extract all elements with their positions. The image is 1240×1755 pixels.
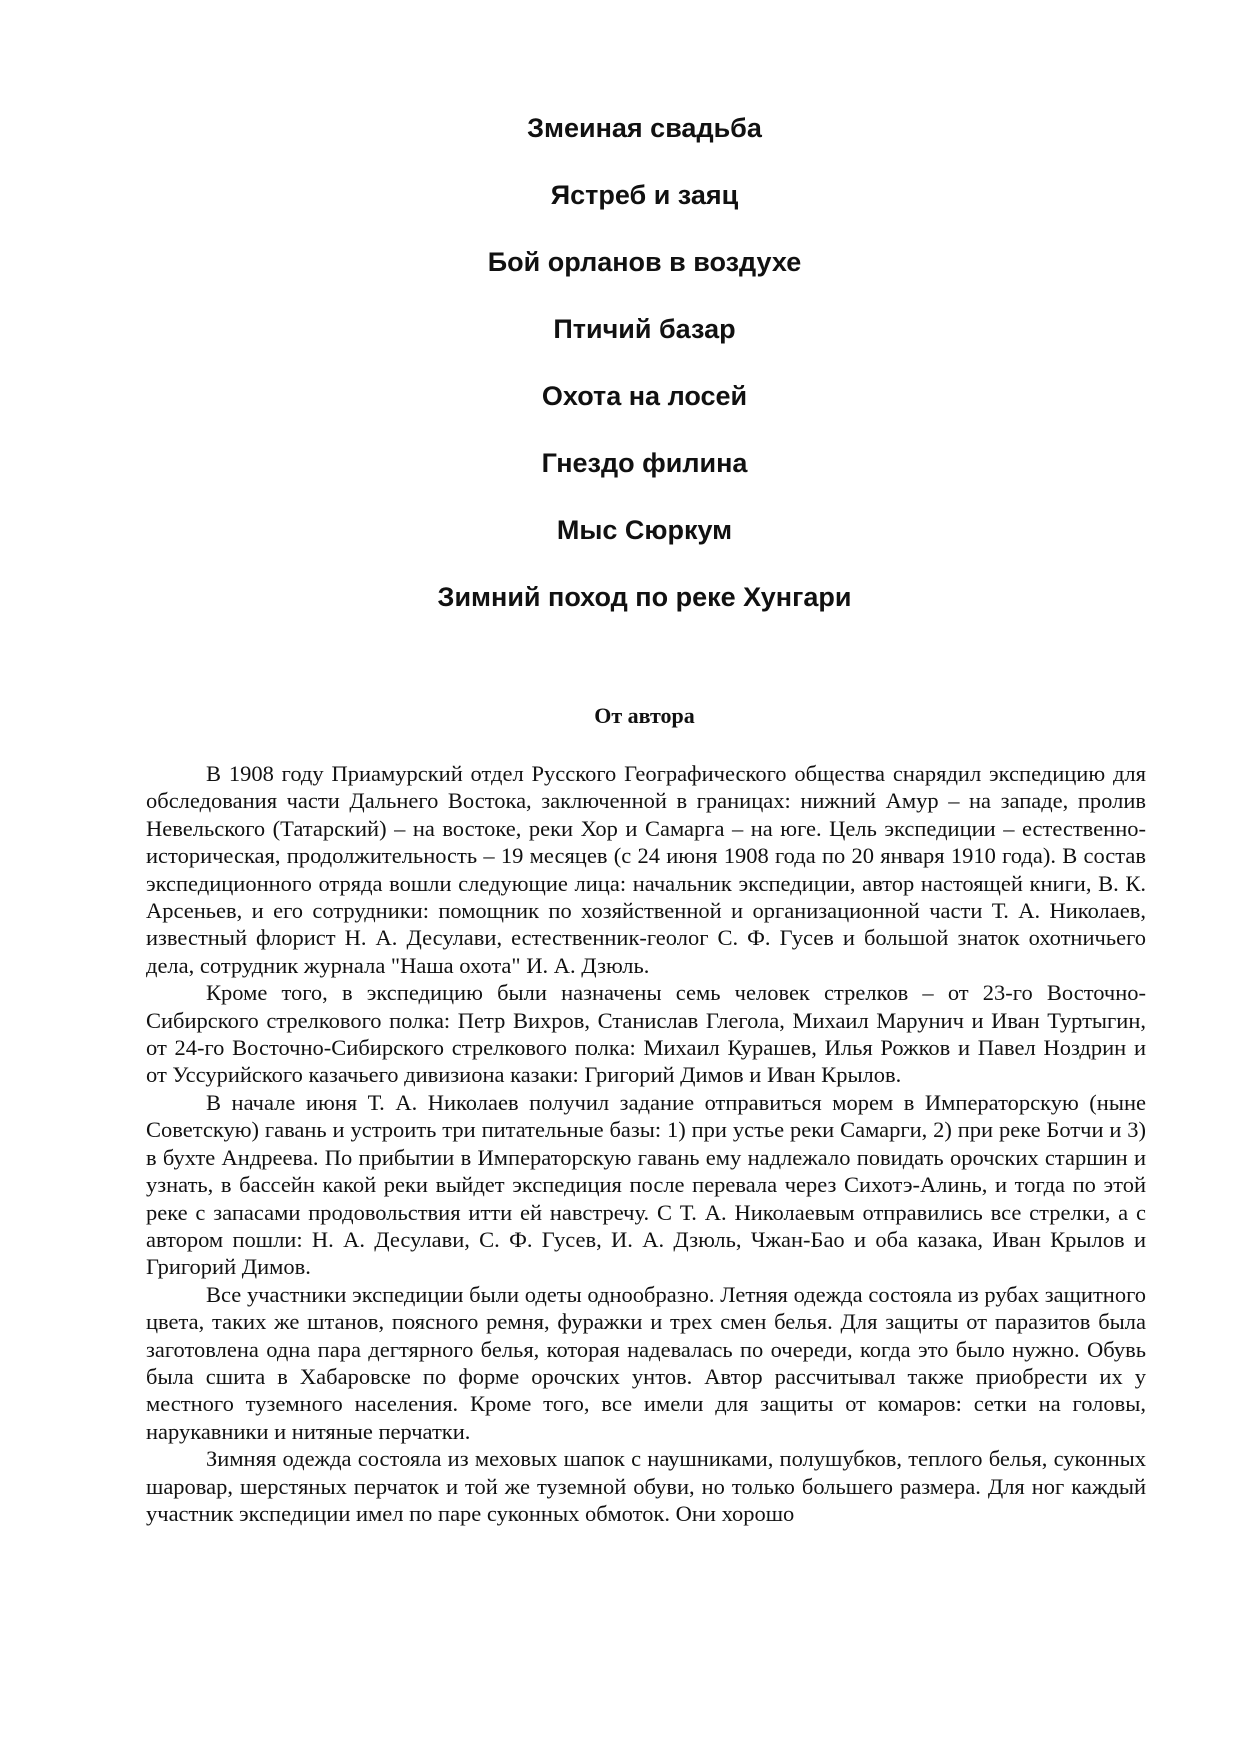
contents-list [0,112,1240,648]
paragraph: В начале июня Т. А. Николаев получил задание отправиться морем в Императорскую (ныне Советскую) гавань и устроить три питательные базы: 1) при устье реки Самарги, 2) при реке Ботчи и 3) в бухте Андреева. По прибытии в Императорскую гавань ему надлежало повидать орочских старшин и узнать, в бассейн какой реки выйдет экспедиция после перевала через Сихотэ-Алинь, и тогда по этой реке с запасами продовольствия итти ей навстречу. С Т. А. Николаевым отправились все стрелки, а с автором пошли: Н. А. Десулави, С. Ф. Гусев, И. А. Дзюль, Чжан-Бао и оба казака, Иван Крылов и Григорий Димов. [146,1089,1146,1280]
paragraph: Все участники экспедиции были одеты однообразно. Летняя одежда состояла из рубах защитного цвета, таких же штанов, поясного ремня, фуражки и трех смен белья. Для защиты от паразитов была заготовлена одна пара дегтярного белья, которая надевалась по очереди, когда это было нужно. Обувь была сшита в Хабаровске по форме орочских унтов. Автор рассчитывал также приобрести их у местного туземного населения. Кроме того, все имели для защиты от комаров: сетки на головы, нарукавники и нитяные перчатки. [146,1281,1146,1444]
contents-item: Мыс Сюркум [556,515,733,545]
paragraph: В 1908 году Приамурский отдел Русского Географического общества снарядил экспедицию для обследования части Дальнего Востока, заключенной в границах: нижний Амур – на западе, пролив Невельского (Татарский) – на востоке, реки Хор и Самарга – на юге. Цель экспедиции – естественно-историческая, продолжительность – 19 месяцев (с 24 июня 1908 года по 20 января 1910 года). В состав экспедиционного отряда вошли следующие лица: начальник экспедиции, автор настоящей книги, В. К. Арсеньев, и его сотрудники: помощник по хозяйственной и организационной части Т. А. Николаев, известный флорист Н. А. Десулави, естественник-геолог С. Ф. Гусев и большой знаток охотничьего дела, сотрудник журнала "Наша охота" И. А. Дзюль. [146,761,1146,978]
contents-item: Птичий базар [553,314,736,344]
contents-item: Охота на лосей [541,381,748,411]
contents-item: Ястреб и заяц [550,180,739,210]
contents-item: Зимний поход по реке Хунгари [437,582,852,612]
paragraph: Кроме того, в экспедицию были назначены семь человек стрелков – от 23-го Восточно-Сибирского стрелкового полка: Петр Вихров, Станислав Глегола, Михаил Марунич и Иван Туртыгин, от 24-го Восточно-Сибирского стрелкового полка: Михаил Курашев, Илья Рожков и Павел Ноздрин и от Уссурийского казачьего дивизиона казаки: Григорий Димов и Иван Крылов. [146,980,1146,1088]
section-heading: От автора [594,703,695,728]
contents-item: Змеиная свадьба [527,113,762,143]
contents-item: Гнездо филина [541,448,748,478]
section-body [146,760,1146,1527]
contents-item: Бой орланов в воздухе [487,247,802,277]
paragraph: Зимняя одежда состояла из меховых шапок с наушниками, полушубков, теплого белья, суконных шаровар, шерстяных перчаток и той же туземной обуви, но только большего размера. Для ног каждый участник экспедиции имел по паре суконных обмоток. Они хорошо [146,1446,1146,1526]
